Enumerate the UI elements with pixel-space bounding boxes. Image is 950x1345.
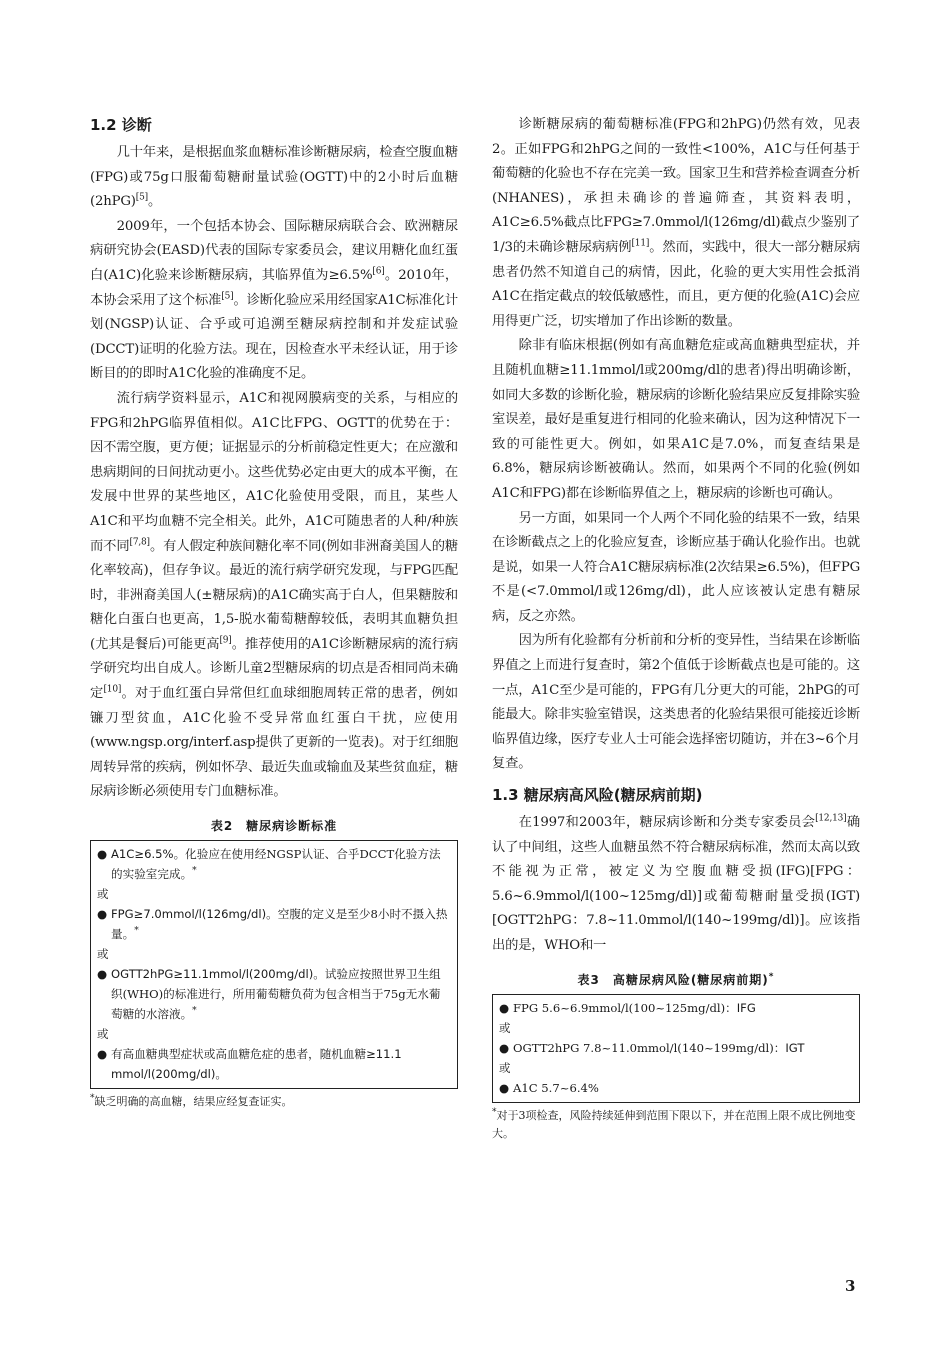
citation: [5]: [135, 192, 148, 203]
bullet-icon: ●: [97, 847, 108, 862]
citation: [5]: [221, 291, 234, 302]
page-number: 3: [845, 1277, 856, 1295]
table2-row-random: ● 有高血糖典型症状或高血糖危症的患者，随机血糖≥11.1 mmol/l(200mg/dl)。: [97, 1044, 451, 1084]
citation: [9]: [219, 635, 232, 646]
citation: [11]: [631, 238, 650, 249]
table3-row-igt: ● OGTT2hPG 7.8~11.0mmol/l(140~199mg/dl)：IGT: [499, 1038, 853, 1058]
citation: [10]: [103, 684, 122, 695]
paragraph-7: 因为所有化验都有分析前和分析的变异性，当结果在诊断临界值之上而进行复查时，第2个值低于诊断截点也是可能的。这一点，A1C至少是可能的，FPG有几分更大的可能，2hPG的可能最大。除非实验室错误，这类患者的化验结果很可能接近诊断临界值边缘，医疗专业人士可能会选择密切随访，并在3~6个月复查。: [492, 633, 860, 772]
paragraph-2: 2009年，一个包括本协会、国际糖尿病联合会、欧洲糖尿病研究协会(EASD)代表的国际专家委员会，建议用糖化血红蛋白(A1C)化验来诊断糖尿病，其临界值为≥6.5%[6]。2010年，本协会采用了这个标准[5]。诊断化验应采用经国家A1C标准化计划(NGSP)认证、合乎或可追溯至糖尿病控制和并发症试验(DCCT)证明的化验方法。现在，因检查水平未经认证，用于诊断目的的即时A1C化验的准确度不足。: [90, 218, 459, 382]
table3-row-a1c: ● A1C 5.7~6.4%: [499, 1078, 853, 1098]
paragraph-6: 另一方面，如果同一个人两个不同化验的结果不一致，结果在诊断截点之上的化验应复查，诊断应基于确认化验作出。也就是说，如果一人符合A1C糖尿病标准(2次结果≥6.5%)，但FPG不是(<7.0mmol/l或126mg/dl)，此人应该被认定患有糖尿病，反之亦然。: [492, 510, 860, 624]
paragraph-3: 流行病学资料显示，A1C和视网膜病变的关系，与相应的FPG和2hPG临界值相似。A1C比FPG、OGTT的优势在于：因不需空腹，更方便；证据显示的分析前稳定性更大；在应激和患病期间的日间扰动更小。这些优势必定由更大的成本平衡，在发展中世界的某些地区，A1C化验使用受限，而且，某些人A1C和平均血糖不完全相关。此外，A1C可随患者的人种/种族而不同[7,8]。有人假定种族间糖化率不同(例如非洲裔美国人的糖化率较高)，但存争议。最近的流行病学研究发现，与FPG匹配时，非洲裔美国人(±糖尿病)的A1C确实高于白人，但果糖胺和糖化白蛋白也更高，1,5-脱水葡萄糖醇较低，表明其血糖负担(尤其是餐后)可能更高[9]。推荐使用的A1C诊断糖尿病的流行病学研究均出自成人。诊断儿童2型糖尿病的切点是否相同尚未确定[10]。对于血红蛋白异常但红血球细胞周转正常的患者，例如镰刀型贫血，A1C化验不受异常血红蛋白干扰，应使用(www.ngsp.org/interf.asp提供了更新的一览表)。对于红细胞周转异常的疾病，例如怀孕、最近失血或输血及某些贫血症，糖尿病诊断必须使用专门血糖标准。: [90, 390, 458, 800]
table3-caption: 表3 高糖尿病风险(糖尿病前期)*: [577, 971, 775, 987]
table2-row-a1c: ● A1C≥6.5%。化验应在使用经NGSP认证、合乎DCCT化验方法的实验室完成。*: [97, 844, 451, 884]
paragraph-8: 在1997和2003年，糖尿病诊断和分类专家委员会[12,13]确认了中间组，这些人血糖虽然不符合糖尿病标准，然而太高以致不能视为正常，被定义为空腹血糖受损(IFG)[FPG：5.6~6.9mmol/l(100~125mg/dl)]或葡萄糖耐量受损(IGT)[OGTT2hPG：7.8~11.0mmol/l(140~199mg/dl)]。应该指出的是，WHO和一: [492, 813, 860, 953]
citation: [12,13]: [815, 813, 847, 824]
left-column: [90, 113, 458, 1111]
bullet-icon: ●: [97, 1047, 108, 1062]
right-column: [492, 113, 860, 1143]
table2-box: [90, 840, 458, 1089]
section-heading-prediabetes: 1.3 糖尿病高风险(糖尿病前期): [492, 786, 703, 805]
bullet-icon: ●: [499, 1000, 510, 1015]
bullet-icon: ●: [499, 1080, 510, 1095]
table2-footnote: *缺乏明确的高血糖，结果应经复查证实。: [90, 1093, 293, 1109]
table3-or: 或: [499, 1060, 511, 1075]
table3-footnote: *对于3项检查，风险持续延伸到范围下限以下，并在范围上限不成比例地变大。: [492, 1106, 856, 1140]
citation: [7,8]: [129, 537, 150, 548]
paragraph-5: 除非有临床根据(例如有高血糖危症或高血糖典型症状，并且随机血糖≥11.1mmol/l或200mg/dl的患者)得出明确诊断，如同大多数的诊断化验，糖尿病的诊断化验结果应反复排除实验室误差，最好是重复进行相同的化验来确认，因为这种情况下一致的可能性更大。例如，如果A1C是7.0%，而复查结果是6.8%，糖尿病诊断被确认。然而，如果两个不同的化验(例如A1C和FPG)都在诊断临界值之上，糖尿病的诊断也可确认。: [492, 338, 860, 501]
table2-or: 或: [97, 947, 109, 962]
table2-caption: 表2 糖尿病诊断标准: [210, 819, 338, 834]
table3-row-ifg: ● FPG 5.6~6.9mmol/l(100~125mg/dl)：IFG: [499, 998, 853, 1018]
paragraph-1: 几十年来，是根据血浆血糖标准诊断糖尿病，检查空腹血糖(FPG)或75g口服葡萄糖耐量试验(OGTT)中的2小时后血糖(2hPG)[5]。: [90, 145, 458, 210]
bullet-icon: ●: [499, 1040, 510, 1055]
section-heading-diagnosis: 1.2 诊断: [90, 116, 152, 134]
table2-row-ogtt: ● OGTT2hPG≥11.1mmol/l(200mg/dl)。试验应按照世界卫生组织(WHO)的标准进行，所用葡萄糖负荷为包含相当于75g无水葡萄糖的水溶液。*: [97, 964, 451, 1024]
table3-or: 或: [499, 1020, 511, 1035]
table2-row-fpg: ● FPG≥7.0mmol/l(126mg/dl)。空腹的定义是至少8小时不摄入热量。*: [97, 904, 451, 944]
citation: [6]: [372, 266, 385, 277]
table2-or: 或: [97, 1027, 109, 1042]
bullet-icon: ●: [97, 907, 108, 922]
paragraph-4: 诊断糖尿病的葡萄糖标准(FPG和2hPG)仍然有效，见表2。正如FPG和2hPG之间的一致性<100%，A1C与任何基于葡萄糖的化验也不存在完美一致。国家卫生和营养检查调查分析(NHANES)，承担未确诊的普遍筛查，其资料表明，A1C≥6.5%截点比FPG≥7.0mmol/l(126mg/dl)截点少鉴别了1/3的未确诊糖尿病病例[11]。然而，实践中，很大一部分糖尿病患者仍然不知道自己的病情，因此，化验的更大实用性会抵消A1C在指定截点的较低敏感性，而且，更方便的化验(A1C)会应用得更广泛，切实增加了作出诊断的数量。: [492, 117, 861, 329]
bullet-icon: ●: [97, 967, 108, 982]
table2-or: 或: [97, 887, 109, 902]
table3-box: [492, 994, 860, 1103]
